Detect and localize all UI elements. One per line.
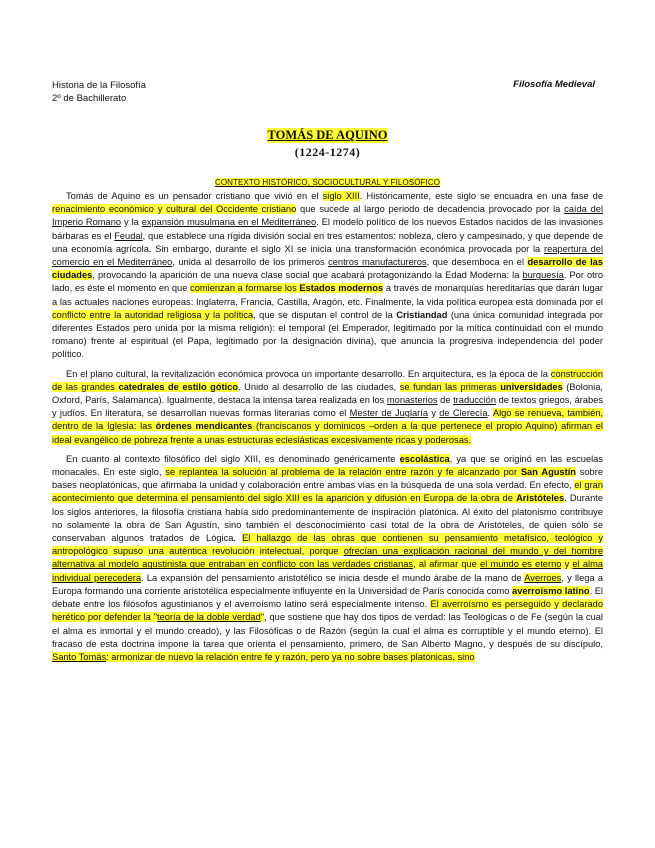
text-run: , provocando la aparición de una nueva clase social que acabará protagonizando la Edad Moderna: la xyxy=(92,270,523,281)
highlighted-text: averroísmo latino xyxy=(512,585,590,596)
title-block xyxy=(0,126,655,160)
document-title: TOMÁS DE AQUINO xyxy=(267,128,388,142)
paragraph xyxy=(52,190,603,362)
highlighted-text: el mundo es eterno xyxy=(480,559,562,570)
paragraph xyxy=(52,368,603,447)
text-run: . El modelo político de los nuevos Estados nacidos de las invasiones bárbaras es el xyxy=(52,217,603,241)
section-subtitle-text: CONTEXTO HISTÓRICO, SOCIOCULTURAL Y FILOSÓFICO xyxy=(214,178,441,187)
text-run: que sucede al largo periodo de decadencia provocado por la xyxy=(296,204,565,215)
highlighted-text: conflicto entre la autoridad religiosa y la política xyxy=(52,309,254,320)
highlighted-text: teoría de la doble verdad xyxy=(157,612,261,623)
highlighted-text: Aristóteles xyxy=(516,493,565,504)
underlined-text: centros manufactureros xyxy=(328,257,427,268)
course-header xyxy=(52,79,146,105)
highlighted-text: comienzan a formarse los xyxy=(190,283,300,294)
underlined-text: Feudal xyxy=(114,230,143,241)
underlined-text: reapertura del comercio en el Mediterráneo xyxy=(52,243,604,268)
text-run: y la xyxy=(121,217,142,228)
highlighted-text: y xyxy=(561,559,573,570)
highlighted-text: se replantea la solución al problema de la relación entre razón y fe alcanzado por xyxy=(165,467,521,478)
highlighted-text: , al afirmar que xyxy=(413,559,481,570)
document-body xyxy=(52,190,603,670)
document-dates: (1224-1274) xyxy=(294,145,361,159)
underlined-text: caída del Imperio Romano xyxy=(52,204,604,228)
text-run: Tomás de Aquino es un pensador cristiano que vivió en el xyxy=(66,191,323,201)
highlighted-text: Estados modernos xyxy=(299,283,384,294)
course-subject: Historia de la Filosofía xyxy=(52,80,146,91)
text-run: , y llega a Europa formando una corriente aristotélica especialmente influyente en la Universidad de París conocida como xyxy=(52,572,603,596)
text-run: de textos griegos, árabes y judíos. En literatura, se desarrollan nuevas formas literarias como el xyxy=(52,395,603,419)
text-run: y xyxy=(428,408,440,419)
highlighted-text: (franciscanos y dominicos –orden a la que pertenece el propio Aquino) afirman el ideal evangélico de pobreza frente a unas estructuras eclesiásticas excesivamente ricas y poderosas. xyxy=(52,421,603,445)
underlined-text: expansión musulmana en el Mediterráneo xyxy=(141,217,317,228)
highlighted-text: ofrecían una explicación racional del mundo y del hombre alternativa al modelo agustinista que entraban en conflicto con las verdades cristianas xyxy=(52,546,603,570)
text-run: En cuanto al contexto filosófico del siglo XIII, es denominado genéricamente xyxy=(66,453,400,464)
highlighted-text: el alma individual perecedera xyxy=(52,559,603,583)
highlighted-text: Algo se renueva, también, dentro de la Iglesia: las xyxy=(52,408,603,432)
highlighted-text: San Agustín xyxy=(520,467,576,478)
highlighted-text: Santo Tomás xyxy=(52,651,107,662)
highlighted-text: : armonizar de nuevo la relación entre fe y razón, pero ya no sobre bases platónicas, sino xyxy=(106,651,475,662)
highlighted-text: siglo XIII xyxy=(322,191,360,201)
text-run: de xyxy=(437,395,454,406)
text-run: . La expansión del pensamiento aristotélico se inicia desde el mundo árabe de la mano de xyxy=(141,572,525,583)
highlighted-text: catedrales de estilo gótico xyxy=(118,381,239,392)
text-run: , ya que se originó en las escuelas monacales. En este siglo, xyxy=(52,453,604,478)
text-run: , que establece una rígida división social en tres estamentos: nobleza, clero y campesinado, y que depende de una economía agrícola. Sin embargo, durante el siglo XI se inicia una transformación económica provocada por la xyxy=(52,230,603,254)
text-run: sobre bases neoplatónicas, que afirmaba la unidad y colaboración entre ambas vías en la búsqueda de una sola verdad. En efecto, xyxy=(52,467,603,491)
text-run: . Por otro lado, es éste el momento en que xyxy=(52,270,603,294)
paragraph xyxy=(52,453,603,664)
highlighted-text: El averroísmo es perseguido y declarado herético por defender la " xyxy=(52,599,603,623)
text-run: En el plano cultural, la revitalización económica provoca un importante desarrollo. En arquitectura, es la época de la xyxy=(66,368,551,379)
text-run: a través de monarquías hereditarias que darán lugar a las actuales naciones europeas: Inglaterra, Francia, Castilla, Aragón, etc. Finalmente, la vida política europea está dominada por el xyxy=(52,283,603,307)
highlighted-text: universidades xyxy=(500,381,563,392)
text-run: . Históricamente, este siglo se encuadra en una fase de xyxy=(359,191,603,201)
underlined-text: traducción xyxy=(453,395,496,406)
highlighted-text: desarrollo de las ciudades xyxy=(52,257,604,281)
text-run: (Bolonia, Oxford, París, Salamanca). Igualmente, destaca la intensa tarea realizada en los xyxy=(52,381,603,406)
highlighted-text: " xyxy=(260,612,265,623)
text-run: , que se disputan el control de la xyxy=(253,309,397,320)
highlighted-text: se fundan las primeras xyxy=(399,381,501,392)
text-run: . Durante los siglos anteriores, la filosofía cristiana había sido predominantemente de inspiración platónica. Al éxito del platonismo contribuye no solamente la obra de San Agustín, sino también el desconocimiento casi total de la obra de Aristóteles, de quien sólo se conservaban algunos tratados de Lógica. xyxy=(52,493,603,544)
highlighted-text: escolástica xyxy=(399,453,450,464)
text-run: , que sostiene que hay dos tipos de verdad: las Teológicas o de Fe (según la cual el alma es inmortal y el mundo creado), y las Filosóficas o de Razón (según la cual el alma es corruptible y el mundo eterno). El fracaso de esta doctrina impone la tarea que orienta el pensamiento, primero, de San Alberto Magno, y después de su discípulo, xyxy=(52,612,603,649)
text-run: . Unido al desarrollo de las ciudades, xyxy=(238,381,400,392)
text-run: . El debate entre los filósofos agustinianos y el averroísmo latino será especialmente intenso. xyxy=(52,585,604,610)
highlighted-text: construcción de las grandes xyxy=(52,368,603,392)
text-run: , unida al desarrollo de los primeros xyxy=(172,257,329,268)
underlined-text: de Clerecía xyxy=(439,408,488,419)
text-run: (una única comunidad integrada por diferentes Estados pero unida por la misma religión): el temporal (el Emperador, legitimado por la mítica continuidad con el mundo romano) frente al espiritual (el Papa, legitimado por la designación divina), que anuncia la progresiva independencia del poder político. xyxy=(52,309,604,360)
topic-header: Filosofía Medieval xyxy=(513,79,595,90)
highlighted-text: órdenes mendicantes xyxy=(155,421,253,432)
text-run: . xyxy=(487,408,493,419)
underlined-text: burguesía xyxy=(522,270,564,281)
highlighted-text: Averroes xyxy=(524,572,562,583)
highlighted-text: el gran acontecimiento que determina el pensamiento del siglo XIII es la aparición y difusión en Europa de la obra de xyxy=(52,480,604,504)
underlined-text: Mester de Juglaría xyxy=(349,408,429,419)
highlighted-text: El hallazgo de las obras que contienen su pensamiento metafísico, teológico y antropológico supuso una auténtica revolución intelectual, porque xyxy=(52,533,603,557)
highlighted-text: renacimiento económico y cultural del Occidente cristiano xyxy=(52,204,297,215)
text-run: , que desemboca en el xyxy=(426,257,528,268)
bold-text: Cristiandad xyxy=(396,309,448,320)
underlined-text: monasterios xyxy=(386,395,438,406)
section-subtitle xyxy=(0,172,655,190)
course-level: 2º de Bachillerato xyxy=(52,93,127,104)
